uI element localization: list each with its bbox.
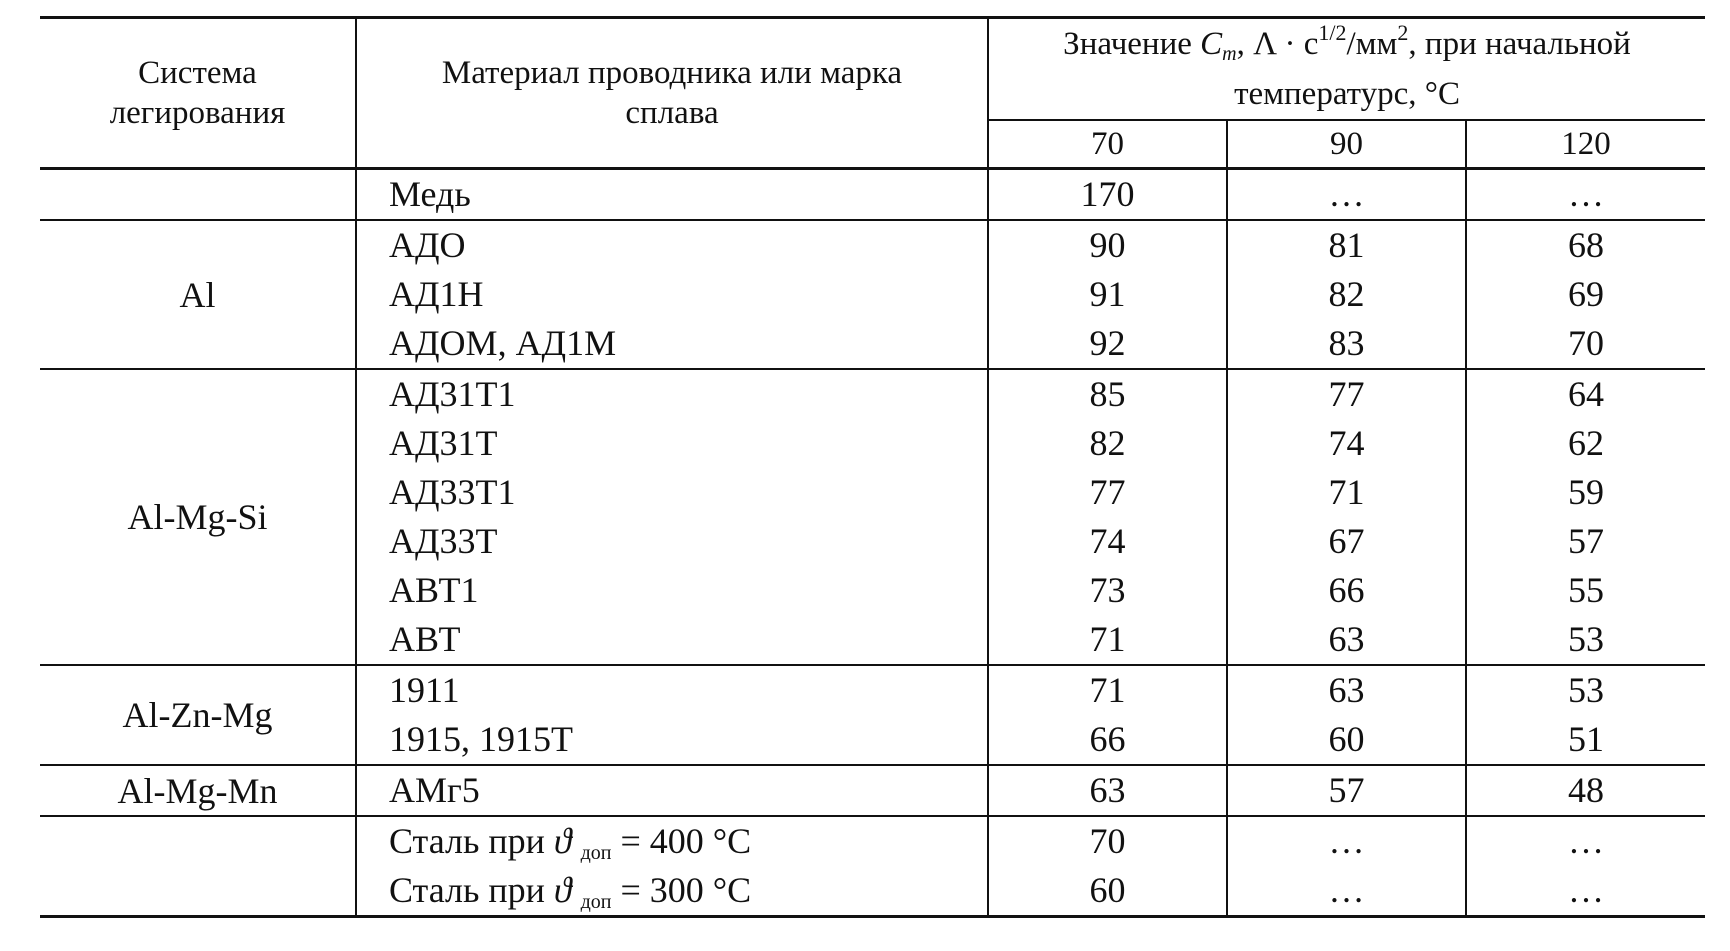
value-cell: 63 [1089,770,1126,810]
material-item: АД31Т [389,423,498,463]
system-cell: Al [40,220,356,369]
value-cell: 71 [1089,670,1126,710]
material-item: АМг5 [389,770,480,810]
value-cell: 57 [1328,770,1365,810]
material-item: АД1Н [389,274,484,314]
header-value-unit-a: , Λ · с [1236,26,1319,62]
header-temp-120: 120 [1466,120,1705,169]
table-group-row [40,369,1705,665]
value-cell: 92 [1089,323,1126,363]
material-suffix: = 300 °С [611,870,752,910]
value-cell: 69 [1568,274,1605,314]
value-cell: 83 [1328,323,1365,363]
value-column-120 [1466,169,1705,221]
conductor-table [40,16,1705,918]
header-value-unit-b: /мм [1346,26,1398,62]
value-column-120 [1466,220,1705,369]
value-column-120 [1466,765,1705,816]
material-item: АДО [389,225,466,265]
material-cell [356,169,988,221]
value-cell: 66 [1328,570,1365,610]
value-cell: 81 [1328,225,1365,265]
value-cell: 90 [1089,225,1126,265]
value-cell: 60 [1089,870,1126,910]
value-column-120 [1466,369,1705,665]
value-cell: 62 [1568,423,1605,463]
theta-subscript: доп [580,891,612,913]
value-column-90 [1227,765,1466,816]
value-cell: 74 [1328,423,1365,463]
header-value [988,18,1705,121]
value-cell: 53 [1568,670,1605,710]
material-item [357,817,987,866]
material-item: АД31Т1 [389,374,516,414]
value-cell: 55 [1568,570,1605,610]
value-cell: 73 [1089,570,1126,610]
value-cell: 63 [1328,619,1365,659]
system-cell: Al-Mg-Si [40,369,356,665]
value-cell: … [1328,821,1365,861]
material-item [357,866,987,915]
value-column-120 [1466,665,1705,765]
material-cell [356,220,988,369]
table-group-row [40,665,1705,765]
header-value-suffix: , при начальной температурс, °С [1234,26,1631,112]
theta-symbol: ϑ [553,870,572,910]
header-material-label: Материал проводника или марка сплава [441,55,903,131]
value-column-90 [1227,169,1466,221]
value-column-70 [988,369,1227,665]
material-cell [356,765,988,816]
value-cell: 77 [1328,374,1365,414]
value-cell: … [1328,174,1365,214]
data-table-page [40,16,1705,918]
value-cell: 59 [1568,472,1605,512]
value-column-70 [988,816,1227,917]
material-item: АВТ1 [389,570,479,610]
header-value-unit-sup2: 2 [1397,20,1409,45]
value-cell: 53 [1568,619,1605,659]
table-group-row [40,220,1705,369]
header-value-unit-sup: 1/2 [1318,20,1347,45]
value-cell: 51 [1568,719,1605,759]
value-cell: 71 [1089,619,1126,659]
value-cell: 82 [1089,423,1126,463]
value-cell: 66 [1089,719,1126,759]
value-column-70 [988,765,1227,816]
value-cell: 64 [1568,374,1605,414]
value-cell: 48 [1568,770,1605,810]
material-item: АД33Т1 [389,472,516,512]
header-temp-90: 90 [1227,120,1466,169]
table-group-row [40,169,1705,221]
theta-subscript: доп [580,842,612,864]
material-suffix: = 400 °С [611,821,752,861]
value-column-120 [1466,816,1705,917]
value-cell: 91 [1089,274,1126,314]
value-column-70 [988,665,1227,765]
value-cell: … [1328,870,1365,910]
value-cell: 74 [1089,521,1126,561]
value-cell: 67 [1328,521,1365,561]
table-group-row [40,816,1705,917]
value-cell: 85 [1089,374,1126,414]
material-cell [356,665,988,765]
system-cell: Al-Mg-Mn [40,765,356,816]
value-cell: 63 [1328,670,1365,710]
material-item: АВТ [389,619,461,659]
system-cell: Al-Zn-Mg [40,665,356,765]
value-cell: … [1568,174,1605,214]
header-material [356,18,988,169]
theta-symbol: ϑ [553,821,572,861]
value-cell: 71 [1328,472,1365,512]
value-cell: 170 [1080,174,1135,214]
material-item: 1911 [389,670,460,710]
table-body [40,169,1705,917]
header-value-symbol: C [1200,26,1223,62]
value-cell: 60 [1328,719,1365,759]
value-column-70 [988,169,1227,221]
value-column-70 [988,220,1227,369]
header-value-text [1027,20,1667,114]
value-column-90 [1227,369,1466,665]
value-column-90 [1227,220,1466,369]
material-prefix: Сталь при [389,870,554,910]
header-value-symbol-sub: т [1222,43,1237,65]
value-column-90 [1227,665,1466,765]
header-system [40,18,356,169]
header-value-prefix: Значение [1063,26,1201,62]
value-cell: 70 [1089,821,1126,861]
value-cell: 70 [1568,323,1605,363]
header-system-label: Система легирования [109,55,286,131]
value-cell: 82 [1328,274,1365,314]
system-cell [40,169,356,221]
material-cell [356,369,988,665]
header-temp-70: 70 [988,120,1227,169]
material-prefix: Сталь при [389,821,554,861]
value-cell: 57 [1568,521,1605,561]
value-cell: 68 [1568,225,1605,265]
value-cell: 77 [1089,472,1126,512]
value-cell: … [1568,821,1605,861]
material-item: Медь [389,174,471,214]
material-item: АДОМ, АД1М [389,323,617,363]
material-cell [356,816,988,917]
table-group-row [40,765,1705,816]
material-item: 1915, 1915Т [389,719,573,759]
value-column-90 [1227,816,1466,917]
value-cell: … [1568,870,1605,910]
material-item: АД33Т [389,521,498,561]
system-cell [40,816,356,917]
